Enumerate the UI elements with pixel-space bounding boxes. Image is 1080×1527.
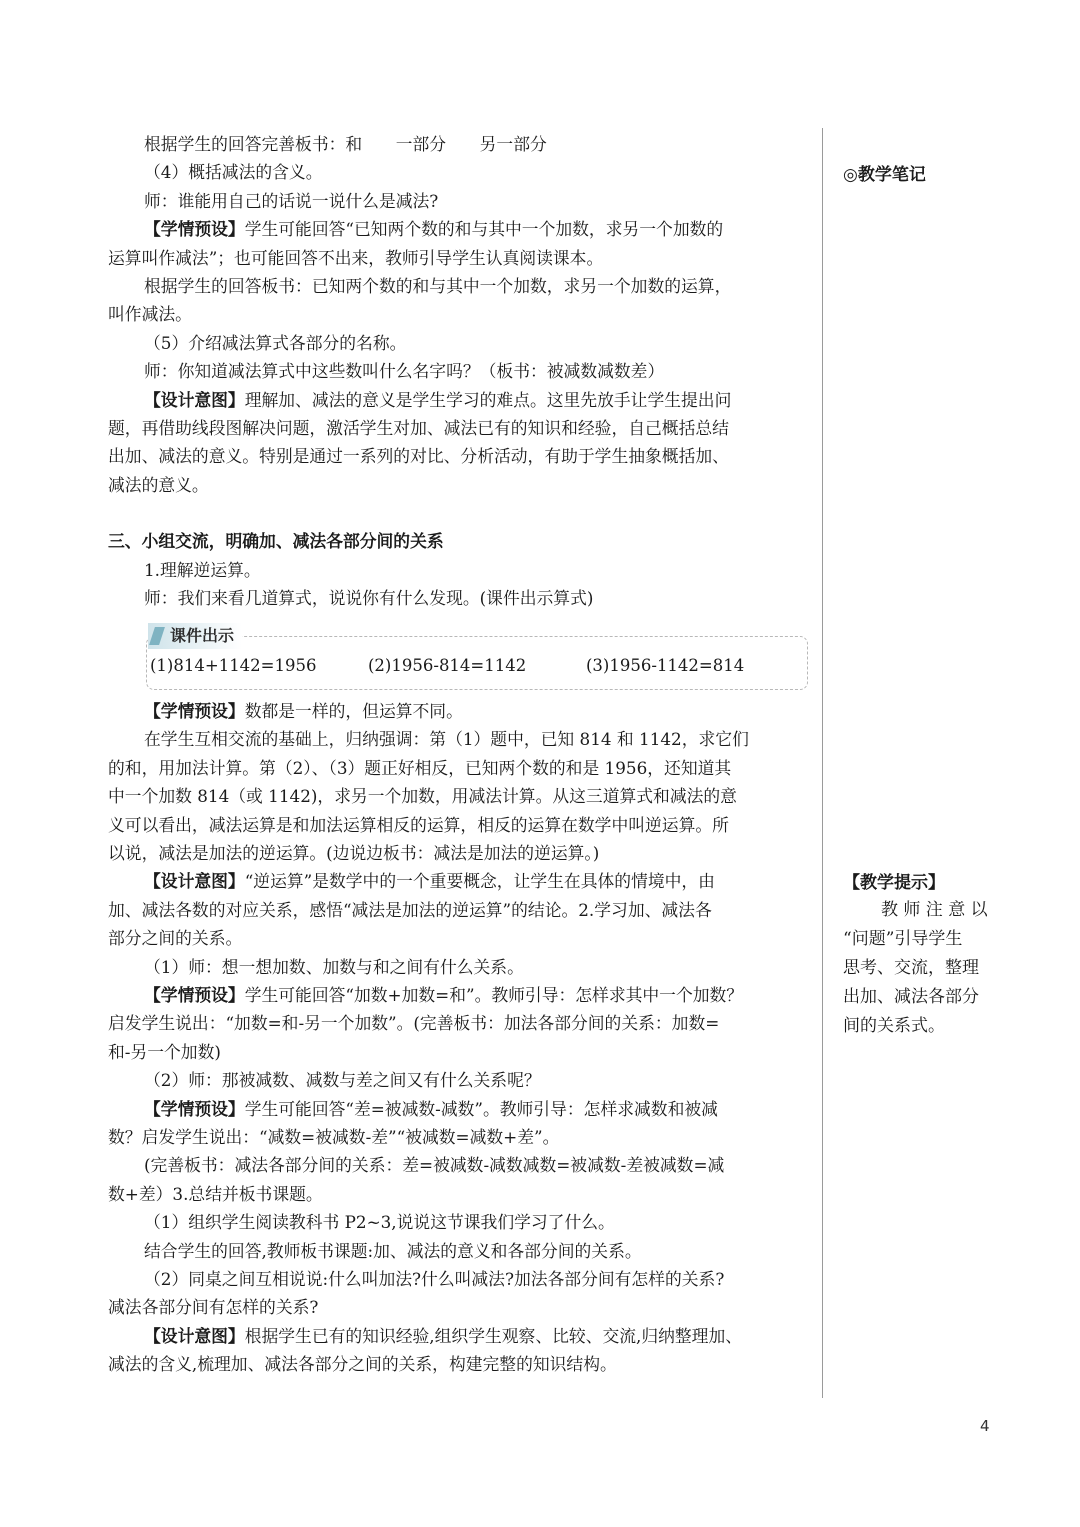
line-text: 根据学生的回答完善板书：和 一部分 另一部分 [144,134,547,154]
text-line [108,754,731,782]
text-line [108,896,712,924]
text-line [144,1151,724,1179]
line-text: 题，再借助线段图解决问题，激活学生对加、减法已有的知识和经验，自己概括总结 [108,418,729,438]
line-text: 数都是一样的，但运算不同。 [244,701,463,721]
text-line [108,300,192,328]
text-line [144,158,323,186]
text-line [108,1009,719,1037]
text-line [144,981,743,1009]
equation-3: (3)1956-1142=814 [586,656,745,675]
courseware-label: 课件出示 [148,623,242,649]
tag-label: 【设计意图】 [144,1325,245,1346]
line-text: 学生可能回答“加数+加数=和”。教师引导：怎样求其中一个加数？ [244,985,744,1005]
text-line [108,244,603,272]
line-text: 1.理解逆运算。 [144,560,261,580]
text-line [144,584,593,612]
text-line [108,1350,617,1378]
sidebar-notes [843,160,1013,185]
line-text: 启发学生说出：“加数=和-另一个加数”。(完善板书：加法各部分间的关系：加数= [108,1013,720,1034]
text-line [108,811,729,839]
line-text: （4）概括减法的含义。 [144,162,323,183]
tip-line: 思考、交流，整理 [843,958,979,978]
line-text: 理解加、减法的意义是学生学习的难点。这里先放手让学生提出问 [244,389,732,410]
text-line [144,1095,718,1123]
line-text: 根据学生已有的知识经验,组织学生观察、比较、交流,归纳整理加、 [244,1325,743,1346]
line-text: 运算叫作减法”；也可能回答不出来，教师引导学生认真阅读课本。 [108,247,604,268]
tip-line: “问题”引导学生 [843,929,963,949]
text-line [144,867,715,895]
text-line [108,414,729,442]
tag-label: 【设计意图】 [144,871,245,892]
text-line [108,924,242,952]
line-text: （5）介绍减法算式各部分的名称。 [144,332,407,353]
text-line [144,357,664,385]
text-line [108,1180,323,1208]
line-text: (完善板书：减法各部分间的关系：差=被减数-减数减数=被减数-差被减数=减 [144,1155,725,1176]
tag-label: 【学情预设】 [144,985,245,1005]
line-text: 数？启发学生说出：“减数=被减数-差”“被减数=减数+差”。 [108,1127,560,1147]
line-text: 以说，减法是加法的逆运算。(边说边板书：减法是加法的逆运算。) [108,843,600,863]
line-text: （1）组织学生阅读教科书 P2~3,说说这节课我们学习了什么。 [144,1212,615,1233]
text-line [144,1208,615,1236]
tip-line: 间的关系式。 [843,1016,945,1036]
line-text: 减法的意义。 [108,474,209,495]
text-line [144,272,731,300]
text-line [144,725,749,753]
line-text: （2）师：那被减数、减数与差之间又有什么关系呢？ [144,1070,541,1091]
line-text: 的和，用加法计算。第（2）、（3）题正好相反，已知两个数的和是 1956，还知道其 [108,757,732,778]
tip-title: 【教学提示】 [843,873,945,893]
page-number: 4 [980,1417,990,1435]
text-line [108,1038,221,1066]
line-text: 师：你知道减法算式中这些数叫什么名字吗？（板书：被减数减数差） [144,361,665,382]
line-text: 在学生互相交流的基础上，归纳强调：第（1）题中，已知 814 和 1142，求它们 [144,729,749,750]
line-text: 加、减法各数的对应关系，感悟“减法是加法的逆运算”的结论。2.学习加、减法各 [108,899,712,920]
text-line [144,697,463,725]
line-text: 学生可能回答“已知两个数的和与其中一个加数，求另一个加数的 [244,219,724,240]
text-line [108,839,599,867]
line-text: 减法各部分间有怎样的关系? [108,1297,319,1318]
section-heading: 三、小组交流，明确加、减法各部分间的关系 [108,531,444,551]
flag-icon [149,627,165,645]
tip-line: 教 师 注 意 以 [881,900,988,920]
line-text: 学生可能回答“差=被减数-减数”。教师引导：怎样求减数和被减 [244,1098,718,1119]
text-line [144,556,261,584]
text-line [144,1265,724,1293]
line-text: （2）同桌之间互相说说:什么叫加法?什么叫减法?加法各部分间有怎样的关系? [144,1269,725,1289]
line-text: 部分之间的关系。 [108,928,243,949]
equation-1: (1)814+1142=1956 [150,656,317,675]
text-line [144,1237,642,1265]
text-line [144,953,524,981]
line-text: 叫作减法。 [108,304,192,325]
line-text: 减法的含义,梳理加、减法各部分之间的关系，构建完整的知识结构。 [108,1354,617,1375]
text-line [144,215,723,243]
line-text: 义可以看出，减法运算是和加法运算相反的运算，相反的运算在数学中叫逆运算。所 [108,814,729,835]
sidebar-tip [843,868,1013,1036]
line-text: 结合学生的回答,教师板书课题:加、减法的意义和各部分间的关系。 [144,1240,642,1261]
text-line [144,1066,541,1094]
text-line [144,130,547,158]
tag-label: 【学情预设】 [144,1098,245,1119]
text-line [144,386,731,414]
line-text: （1）师：想一想加数、加数与和之间有什么关系。 [144,956,524,977]
notes-title: ◎教学笔记 [843,165,926,185]
text-line [144,329,406,357]
tag-label: 【设计意图】 [144,389,245,410]
text-line [144,187,438,215]
line-text: 中一个加数 814（或 1142)，求另一个加数，用减法计算。从这三道算式和减法的意 [108,786,737,807]
text-line [108,1123,559,1151]
line-text: 根据学生的回答板书：已知两个数的和与其中一个加数，求另一个加数的运算， [144,276,732,296]
equation-2: (2)1956-814=1142 [368,656,527,675]
line-text: “逆运算”是数学中的一个重要概念，让学生在具体的情境中，由 [244,871,715,892]
text-line [144,1322,742,1350]
tag-label: 【学情预设】 [144,219,245,240]
tip-line: 出加、减法各部分 [843,987,979,1007]
text-line [108,471,209,499]
column-divider [822,128,823,1398]
line-text: 师：谁能用自己的话说一说什么是减法? [144,190,439,211]
line-text: 数+差）3.总结并板书课题。 [108,1183,323,1204]
line-text: 和-另一个加数) [108,1041,221,1062]
text-line [108,782,737,810]
line-text: 出加、减法的意义。特别是通过一系列的对比、分析活动，有助于学生抽象概括加、 [108,446,729,467]
text-line [108,1293,318,1321]
text-line [108,442,729,470]
tag-label: 【学情预设】 [144,701,245,721]
line-text: 师：我们来看几道算式，说说你有什么发现。(课件出示算式) [144,588,594,609]
